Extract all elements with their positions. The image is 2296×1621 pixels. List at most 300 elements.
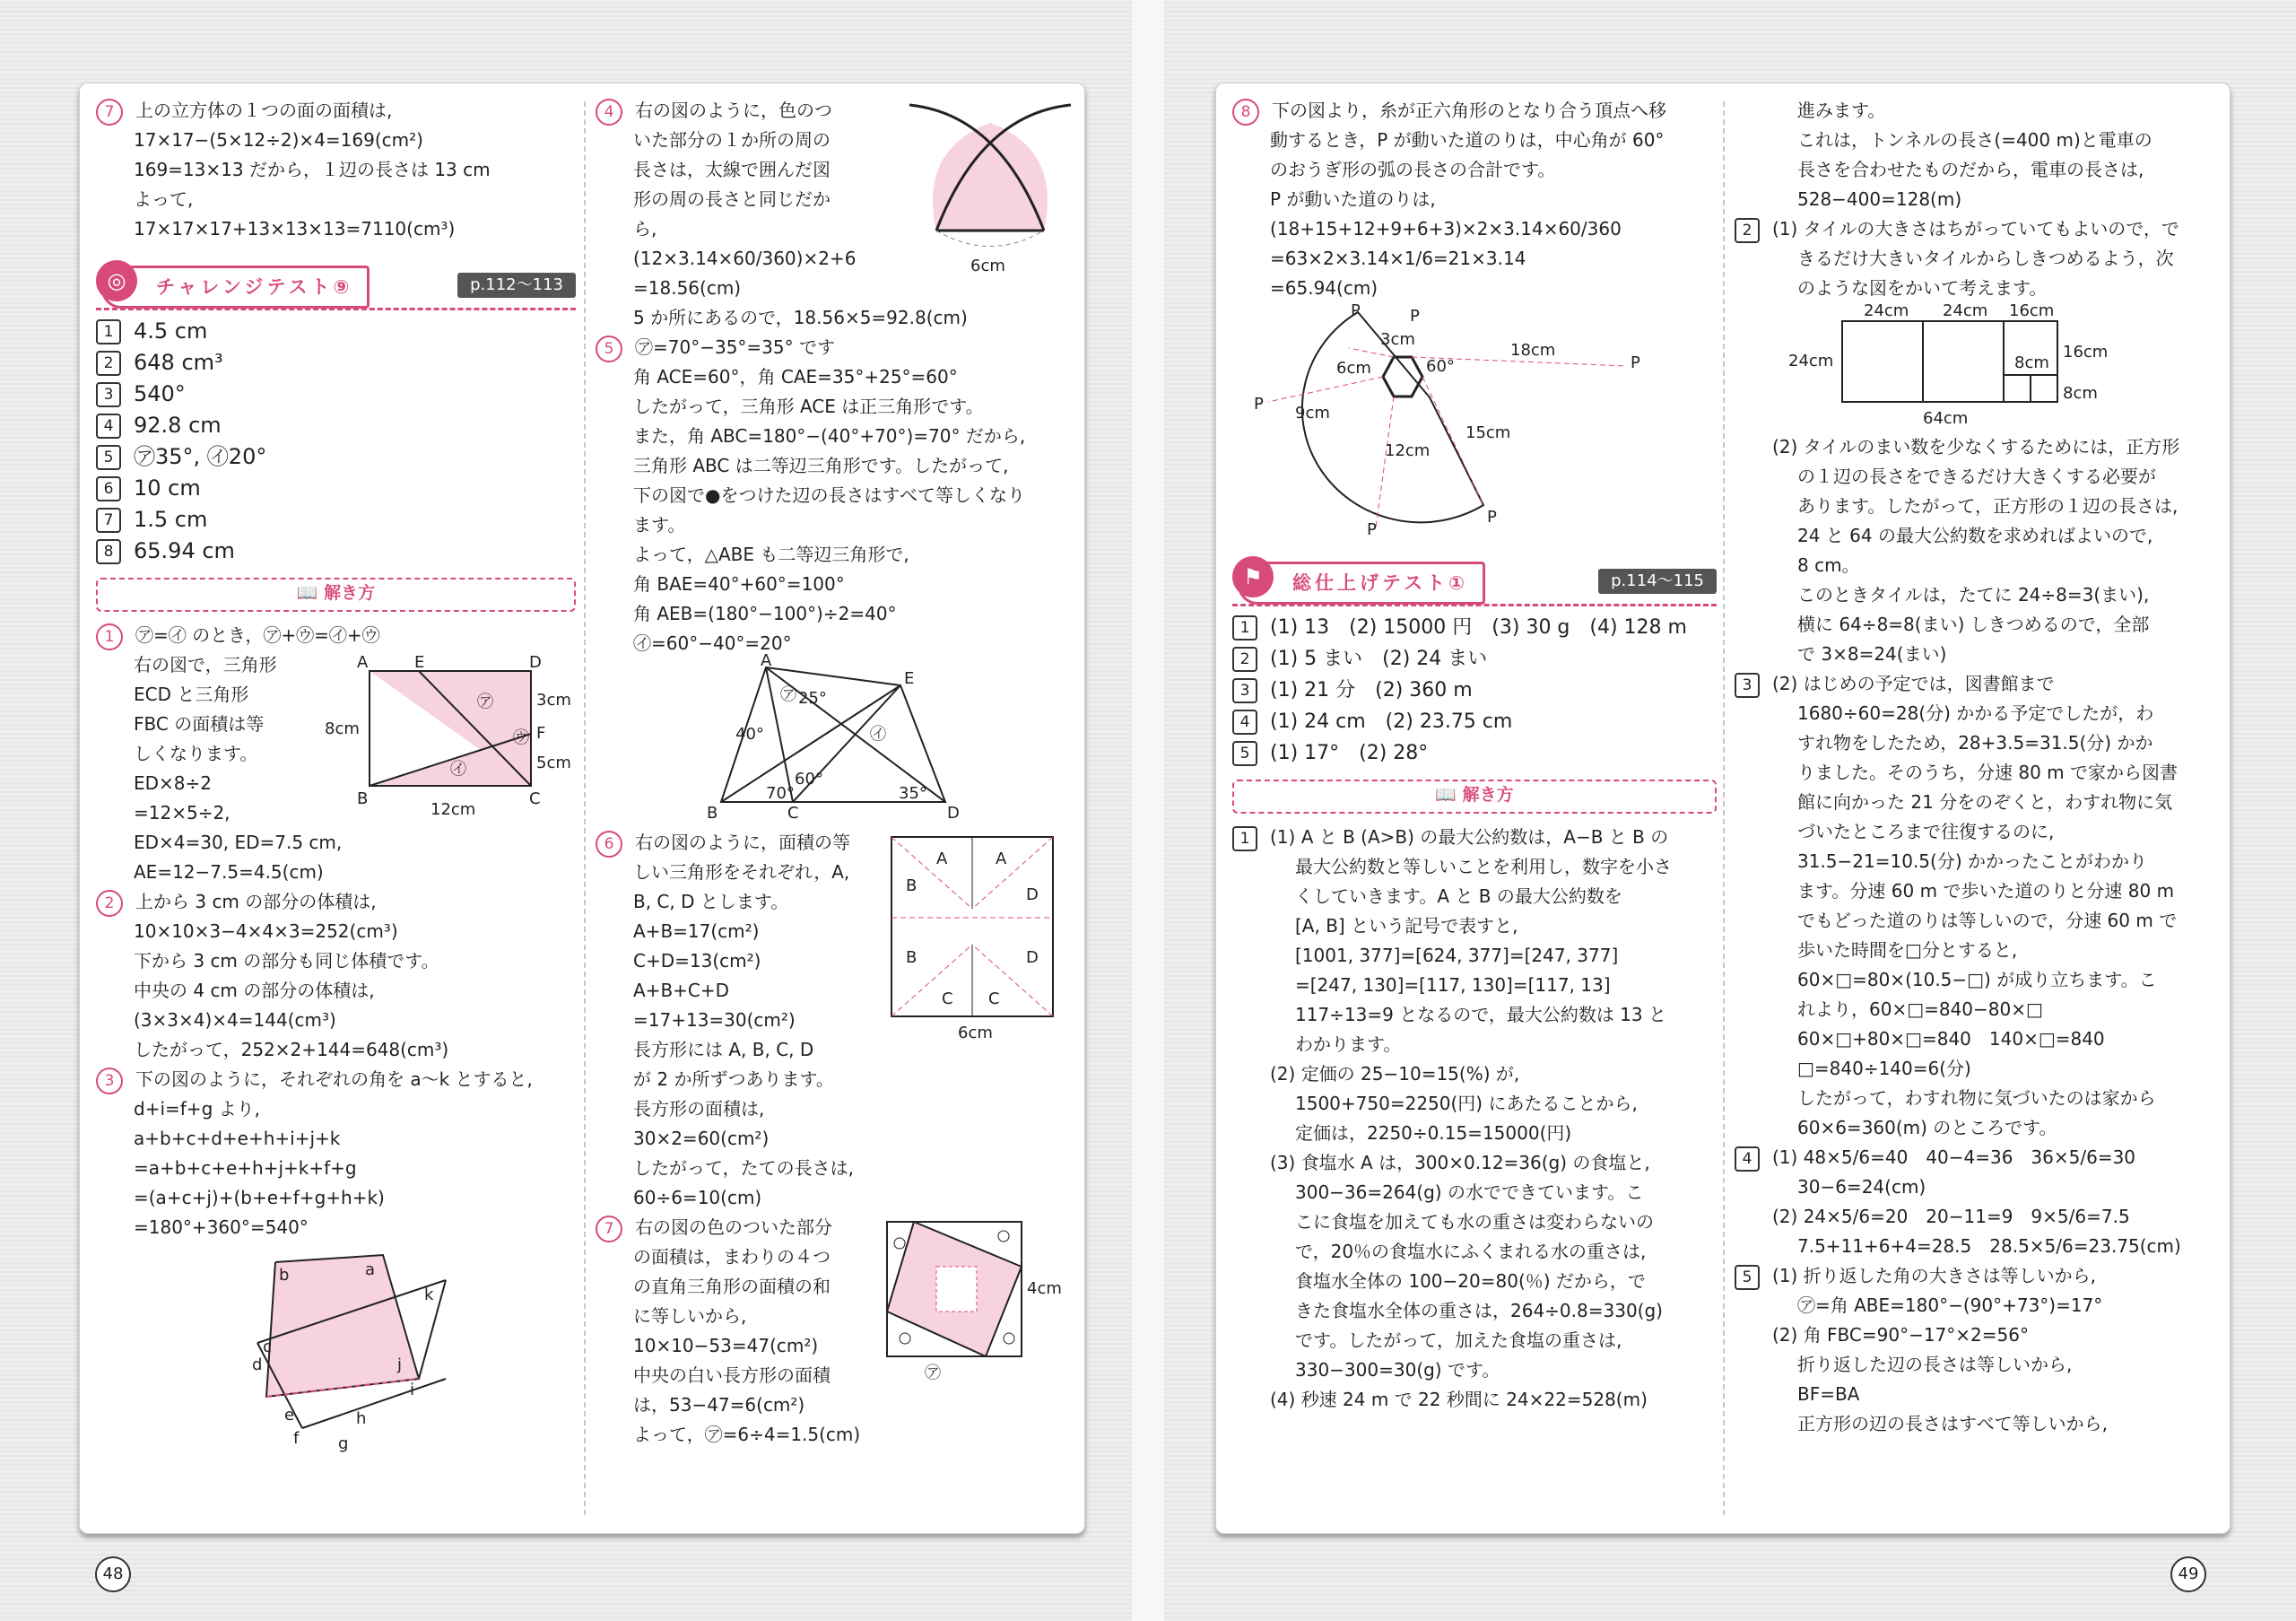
text-line: の面積は，まわりの４つ bbox=[633, 1246, 831, 1268]
text-line: 横に 64÷8=8(まい) しきつめるので，全部 bbox=[1797, 614, 2150, 635]
right-column-2 bbox=[1735, 96, 2219, 1439]
text-line: 下から 3 cm の部分も同じ体積です。 bbox=[134, 950, 439, 972]
problem-number: 4 bbox=[596, 99, 622, 126]
answer-value: 540° bbox=[134, 381, 186, 406]
text-line: に等しいから, bbox=[633, 1305, 747, 1327]
dashed-line bbox=[972, 837, 1053, 909]
text-line: AE=12−7.5=4.5(cm) bbox=[134, 861, 324, 883]
text-line: したがって，たての長さは, bbox=[633, 1157, 854, 1179]
continuation-block bbox=[1735, 96, 2219, 214]
answer-number: 1 bbox=[96, 319, 121, 344]
dashed-line bbox=[891, 945, 972, 1016]
circle-mark bbox=[1004, 1333, 1014, 1344]
text-line: d+i=f+g より, bbox=[134, 1098, 260, 1120]
text-line: 館に向かった 21 分をのぞくと，わすれ物に気 bbox=[1797, 791, 2173, 813]
text-line: 右の図のように，色のつ bbox=[635, 100, 832, 121]
label-p: P bbox=[1631, 353, 1640, 372]
problem-number: 3 bbox=[96, 1068, 123, 1094]
checkered-flag-icon: ⚑ bbox=[1232, 556, 1274, 597]
text-line: 1680÷60=28(分) かかる予定でしたが，わ bbox=[1797, 702, 2154, 724]
text-line: 定価は，2250÷0.15=15000(円) bbox=[1295, 1122, 1572, 1144]
label-angle-u: ㋒ bbox=[513, 728, 529, 747]
text-line: [1001, 377]=[624, 377]=[247, 377] bbox=[1295, 945, 1619, 966]
star-angles-figure bbox=[239, 1244, 473, 1451]
text-line: 下の図で●をつけた辺の長さはすべて等しくなり bbox=[633, 484, 1026, 506]
label-64cm: 64cm bbox=[1923, 409, 1969, 428]
text-line: です。したがって，加えた食塩の重さは, bbox=[1295, 1329, 1622, 1351]
text-line: (1) A と B (A>B) の最大公約数は，A−B と B の bbox=[1270, 826, 1669, 848]
text-line: ます。 bbox=[633, 514, 686, 536]
text-line: あります。したがって，正方形の１辺の長さは, bbox=[1797, 495, 2179, 517]
dashed-line bbox=[891, 837, 972, 909]
text-line: (4) 秒速 24 m で 22 秒間に 24×22=528(m) bbox=[1270, 1389, 1648, 1410]
text-line: FBC の面積は等 bbox=[134, 713, 265, 735]
text-line: 10×10−53=47(cm²) bbox=[633, 1335, 819, 1356]
problem-number: 2 bbox=[96, 890, 123, 917]
text-line: は，53−47=6(cm²) bbox=[633, 1394, 805, 1416]
problem-number: 8 bbox=[1232, 99, 1259, 126]
answer-number: 5 bbox=[1232, 741, 1257, 766]
section-title: チャレンジテスト⑨ bbox=[101, 266, 370, 309]
text-line: これは，トンネルの長さ(=400 m)と電車の bbox=[1797, 129, 2152, 151]
text-line: (3) 食塩水 A は，300×0.12=36(g) の食塩と, bbox=[1270, 1152, 1650, 1173]
text-line: 下の図より，糸が正六角形のとなり合う頂点へ移 bbox=[1272, 100, 1666, 121]
text-line: 17×17−(5×12÷2)×4=169(cm²) bbox=[134, 129, 423, 151]
left-column-1 bbox=[96, 96, 576, 1453]
label-angle-i: ㋑ bbox=[450, 760, 466, 779]
label-35: 35° bbox=[899, 784, 927, 803]
text-line: 右の図の色のついた部分 bbox=[635, 1216, 832, 1238]
label-12cm: 12cm bbox=[1385, 441, 1431, 460]
answer-number: 5 bbox=[96, 445, 121, 470]
label-15cm: 15cm bbox=[1465, 423, 1511, 442]
label-angle-a: ㋐ bbox=[925, 1364, 941, 1382]
label-angle-i: ㋑ bbox=[870, 725, 886, 744]
text-line: の１辺の長さをできるだけ大きくする必要が bbox=[1797, 466, 2156, 487]
text-line: 528−400=128(m) bbox=[1797, 188, 1962, 210]
text-line: こに食塩を加えても水の重さは変わらないの bbox=[1295, 1211, 1654, 1233]
label-c: C bbox=[787, 804, 799, 823]
text-line: 169=13×13 だから，１辺の長さは 13 cm bbox=[134, 159, 491, 180]
label-70: 70° bbox=[766, 784, 795, 803]
text-line: すれ物をしたため，28+3.5=31.5(分) かか bbox=[1797, 732, 2153, 754]
label-a2: A bbox=[996, 850, 1007, 868]
text-line: ら, bbox=[633, 218, 657, 240]
dashed-line bbox=[972, 945, 1053, 1016]
answer-number: 2 bbox=[96, 351, 121, 376]
text-line: ます。分速 60 m で歩いた道のりと分速 80 m bbox=[1797, 880, 2175, 902]
text-line: よって, bbox=[134, 188, 194, 210]
text-line: わかります。 bbox=[1295, 1033, 1402, 1055]
label-e: E bbox=[904, 669, 915, 688]
label-f: f bbox=[293, 1429, 300, 1448]
text-line: 60÷6=10(cm) bbox=[633, 1187, 762, 1208]
answer-number: 2 bbox=[1232, 647, 1257, 672]
text-line: で 3×8=24(まい) bbox=[1797, 643, 1947, 665]
white-rectangle bbox=[936, 1267, 977, 1312]
text-line: で，20％の食塩水にふくまれる水の重さは, bbox=[1295, 1241, 1647, 1262]
problem-number: 1 bbox=[96, 623, 123, 650]
text-line: (1) 48×5/6=40 40−4=36 36×5/6=30 bbox=[1772, 1146, 2136, 1168]
answer-number: 6 bbox=[96, 476, 121, 501]
label-c: C bbox=[942, 989, 953, 1008]
text-line: 上から 3 cm の部分の体積は, bbox=[135, 891, 377, 912]
label-16cm: 16cm bbox=[2063, 343, 2109, 362]
howto-heading: 📖 解き方 bbox=[1232, 780, 1717, 814]
dashed-radius bbox=[1268, 377, 1383, 402]
label-9cm: 9cm bbox=[1295, 404, 1330, 423]
text-line: =a+b+c+e+h+j+k+f+g bbox=[134, 1157, 357, 1179]
text-line: よって，㋐=6÷4=1.5(cm) bbox=[633, 1424, 861, 1445]
label-c2: C bbox=[988, 989, 1000, 1008]
solution-7-block bbox=[596, 1213, 1075, 1450]
label-6cm: 6cm bbox=[1336, 359, 1371, 378]
text-line: の直角三角形の面積の和 bbox=[633, 1276, 831, 1297]
text-line: 長方形には A, B, C, D bbox=[633, 1039, 814, 1060]
text-line: 歩いた時間を□分とすると, bbox=[1797, 939, 2018, 961]
problem-number: 5 bbox=[596, 336, 622, 362]
text-line: 角 BAE=40°+60°=100° bbox=[633, 573, 845, 595]
text-line: ㋑=60°−40°=20° bbox=[633, 632, 792, 654]
rectangle-abcd-areas-figure bbox=[883, 828, 1062, 1043]
text-line: 117÷13=9 となるので，最大公約数は 13 と bbox=[1295, 1004, 1666, 1025]
answer-value: 1.5 cm bbox=[134, 507, 208, 532]
label-f: F bbox=[536, 724, 546, 743]
answer-number: 3 bbox=[1232, 678, 1257, 703]
text-line: 5 か所にあるので，18.56×5=92.8(cm) bbox=[633, 307, 968, 328]
label-c: C bbox=[529, 789, 541, 808]
dimension-arc bbox=[936, 231, 1044, 247]
circle-mark bbox=[894, 1238, 905, 1249]
text-line: (2) はじめの予定では，図書館まで bbox=[1772, 673, 2055, 694]
label-i: i bbox=[410, 1381, 415, 1399]
page-range-badge: p.112〜113 bbox=[457, 273, 576, 298]
dashed-radius bbox=[1349, 348, 1394, 357]
right-answer-card bbox=[1215, 83, 2231, 1534]
dashed-radius bbox=[1376, 397, 1394, 527]
text-line: 30−6=24(cm) bbox=[1797, 1176, 1926, 1198]
answer-value: (1) 13 (2) 15000 円 (3) 30 g (4) 128 m bbox=[1270, 616, 1687, 639]
label-d: d bbox=[252, 1355, 263, 1374]
text-line: =18.56(cm) bbox=[633, 277, 742, 299]
text-line: しくなります。 bbox=[134, 743, 258, 764]
text-line: =[247, 130]=[117, 130]=[117, 13] bbox=[1295, 974, 1611, 996]
page-number-left: 48 bbox=[95, 1556, 131, 1592]
text-line: 7.5+11+6+4=28.5 28.5×5/6=23.75(cm) bbox=[1797, 1235, 2181, 1257]
text-line: このときタイルは，たてに 24÷8=3(まい), bbox=[1797, 584, 2150, 606]
text-line: a+b+c+d+e+h+i+j+k bbox=[134, 1128, 341, 1149]
label-25: 25° bbox=[798, 689, 827, 708]
text-line: 下の図のように，それぞれの角を a〜k とすると, bbox=[135, 1068, 533, 1090]
final-test-banner bbox=[1232, 556, 1717, 606]
answer-value: 10 cm bbox=[134, 475, 201, 501]
text-line: ㋐=角 ABE=180°−(90°+73°)=17° bbox=[1797, 1294, 2103, 1316]
text-line: したがって，三角形 ACE は正三角形です。 bbox=[633, 396, 984, 417]
answer-value: (1) 21 分 (2) 360 m bbox=[1270, 679, 1473, 702]
problem-number: 5 bbox=[1735, 1265, 1760, 1290]
howto-label: 解き方 bbox=[324, 583, 376, 603]
label-a: a bbox=[365, 1260, 376, 1279]
label-e: E bbox=[414, 653, 425, 672]
text-line: BF=BA bbox=[1797, 1383, 1860, 1405]
text-line: 長さは，太線で囲んだ図 bbox=[633, 159, 831, 180]
text-line: 1500+750=2250(円) にあたることから, bbox=[1295, 1093, 1638, 1114]
text-line: ED×8÷2 bbox=[134, 772, 213, 794]
book-gutter bbox=[1132, 0, 1164, 1621]
text-line: したがって，252×2+144=648(cm³) bbox=[134, 1039, 449, 1060]
label-6cm: 6cm bbox=[958, 1024, 993, 1042]
text-line: (2) 定価の 25−10=15(%) が, bbox=[1270, 1063, 1520, 1085]
label-h: h bbox=[356, 1409, 367, 1428]
answer-number: 3 bbox=[96, 382, 121, 407]
howto-label: 解き方 bbox=[1462, 785, 1514, 805]
problem-number: 3 bbox=[1735, 673, 1760, 698]
text-line: 右の図で，三角形 bbox=[134, 654, 277, 675]
label-angle-a: ㋐ bbox=[477, 693, 493, 711]
text-line: 折り返した辺の長さは等しいから, bbox=[1797, 1354, 2073, 1375]
text-line: 30×2=60(cm²) bbox=[633, 1128, 770, 1149]
answer-value: 648 cm³ bbox=[134, 350, 223, 375]
label-c: c bbox=[263, 1338, 272, 1356]
text-line: (1) タイルの大きさはちがっていてもよいので，で bbox=[1772, 218, 2179, 240]
text-line: =17+13=30(cm²) bbox=[633, 1009, 796, 1031]
text-line: □=840÷140=6(分) bbox=[1797, 1058, 1971, 1079]
rectangle-abcd-figure bbox=[325, 653, 571, 824]
text-line: また，角 ABC=180°−(40°+70°)=70° だから, bbox=[633, 425, 1026, 447]
solution-5-block bbox=[596, 333, 1075, 828]
text-line: P が動いた道のりは, bbox=[1270, 188, 1436, 210]
label-24cm: 24cm bbox=[1788, 352, 1834, 370]
label-60deg: 60° bbox=[1426, 357, 1455, 376]
answer-number: 8 bbox=[96, 539, 121, 564]
label-g: g bbox=[338, 1434, 349, 1453]
problem-number: 6 bbox=[596, 831, 622, 858]
label-p: P bbox=[1410, 307, 1420, 326]
answer-value: (1) 17° (2) 28° bbox=[1270, 742, 1429, 764]
label-6cm: 6cm bbox=[970, 257, 1005, 275]
label-b: B bbox=[906, 876, 918, 895]
text-line: A+B=17(cm²) bbox=[633, 920, 760, 942]
text-line: 60×□=80×(10.5−□) が成り立ちます。こ bbox=[1797, 969, 2157, 990]
text-line: (2) 24×5/6=20 20−11=9 9×5/6=7.5 bbox=[1772, 1206, 2130, 1227]
text-line: したがって，わすれ物に気づいたのは家から bbox=[1797, 1087, 2156, 1109]
label-24cm: 24cm bbox=[1943, 301, 1988, 320]
label-8cm: 8cm bbox=[2063, 384, 2098, 403]
circle-mark bbox=[900, 1333, 910, 1344]
solution-6-block bbox=[596, 828, 1075, 1213]
label-8cm: 8cm bbox=[2014, 353, 2049, 372]
answer-number: 1 bbox=[1232, 615, 1257, 641]
text-line: 300−36=264(g) の水でできています。こ bbox=[1295, 1181, 1644, 1203]
text-line: 食塩水全体の 100−20=80(％) だから，で bbox=[1295, 1270, 1646, 1292]
label-3cm: 3cm bbox=[536, 691, 571, 710]
text-line: (3×3×4)×4=144(cm³) bbox=[134, 1009, 336, 1031]
text-line: =12×5÷2, bbox=[134, 802, 230, 824]
label-b: b bbox=[279, 1266, 290, 1285]
solution-4-block bbox=[1735, 1143, 2219, 1261]
text-line: 10×10×3−4×4×3=252(cm³) bbox=[134, 920, 398, 942]
label-k: k bbox=[424, 1285, 434, 1304]
answer-value: 92.8 cm bbox=[134, 413, 222, 438]
text-line: 中央の白い長方形の面積 bbox=[633, 1364, 831, 1386]
text-line: A+B+C+D bbox=[633, 980, 730, 1001]
label-b: B bbox=[357, 789, 369, 808]
problem-number: 4 bbox=[1735, 1146, 1760, 1172]
label-16cm: 16cm bbox=[2009, 301, 2055, 320]
label-40: 40° bbox=[735, 725, 764, 744]
howto-heading: 📖 解き方 bbox=[96, 578, 576, 612]
label-e: e bbox=[284, 1406, 295, 1425]
label-5cm: 5cm bbox=[536, 754, 571, 772]
answer-number: 4 bbox=[96, 414, 121, 439]
problem-number: 7 bbox=[596, 1216, 622, 1242]
label-b: B bbox=[707, 804, 718, 823]
label-8cm: 8cm bbox=[325, 719, 360, 738]
answer-value: 65.94 cm bbox=[134, 538, 235, 563]
solution-1-block bbox=[1232, 823, 1717, 1415]
text-line: (2) 角 FBC=90°−17°×2=56° bbox=[1772, 1324, 2029, 1346]
label-b2: B bbox=[906, 948, 918, 967]
text-line: りました。そのうち，分速 80 m で家から図書 bbox=[1797, 762, 2179, 783]
text-line: 角 AEB=(180°−100°)÷2=40° bbox=[633, 603, 897, 624]
text-line: のような図をかいて考えます。 bbox=[1797, 277, 2048, 299]
solution-1-block bbox=[96, 621, 576, 887]
label-d2: D bbox=[1026, 948, 1039, 967]
problem-number: 2 bbox=[1735, 218, 1760, 243]
right-column-1 bbox=[1232, 96, 1717, 1415]
text-line: が 2 か所ずつあります。 bbox=[633, 1068, 834, 1090]
left-column-2 bbox=[596, 96, 1075, 1450]
label-12cm: 12cm bbox=[430, 800, 476, 819]
text-line: 8 cm。 bbox=[1797, 554, 1860, 576]
answer-value: ㋐35°, ㋑20° bbox=[134, 444, 267, 469]
text-line: いた部分の１か所の周の bbox=[633, 129, 831, 151]
text-line: 60×□+80×□=840 140×□=840 bbox=[1797, 1028, 2105, 1050]
hexagon bbox=[1383, 357, 1422, 397]
text-line: 上の立方体の１つの面の面積は, bbox=[135, 100, 393, 121]
shaded-region bbox=[266, 1255, 419, 1397]
text-line: =63×2×3.14×1/6=21×3.14 bbox=[1270, 248, 1526, 269]
text-line: づいたところまで往復するのに, bbox=[1797, 821, 2055, 842]
text-line: B, C, D とします。 bbox=[633, 891, 789, 912]
text-line: 三角形 ABC は二等辺三角形です。したがって, bbox=[633, 455, 1009, 476]
column-divider bbox=[1723, 101, 1725, 1515]
answer-number: 7 bbox=[96, 508, 121, 533]
text-line: ECD と三角形 bbox=[134, 684, 249, 705]
answer-list bbox=[96, 316, 576, 567]
text-line: (2) タイルのまい数を少なくするためには，正方形 bbox=[1772, 436, 2180, 458]
text-line: 角 ACE=60°，角 CAE=35°+25°=60° bbox=[633, 366, 958, 388]
text-line: 最大公約数と等しいことを利用し，数字を小さ bbox=[1295, 856, 1672, 877]
label-d: D bbox=[529, 653, 542, 672]
text-line: =(a+c+j)+(b+e+f+g+h+k) bbox=[134, 1187, 385, 1208]
arcs-figure bbox=[900, 96, 1071, 275]
text-line: しい三角形をそれぞれ，A, bbox=[633, 861, 850, 883]
label-p: P bbox=[1254, 395, 1264, 414]
dashed-rule bbox=[96, 308, 576, 310]
page-range-badge: p.114〜115 bbox=[1598, 569, 1717, 594]
answer-value: 4.5 cm bbox=[134, 318, 208, 344]
column-divider bbox=[584, 101, 586, 1515]
text-line: 右の図のように，面積の等 bbox=[635, 832, 850, 853]
shaded-region bbox=[933, 123, 1048, 231]
triangle-abcde-figure bbox=[694, 651, 990, 824]
solution-2-block bbox=[1735, 214, 2219, 669]
label-24cm: 24cm bbox=[1864, 301, 1909, 320]
label-d: D bbox=[1026, 885, 1039, 904]
dashed-rule bbox=[1232, 604, 1717, 606]
answer-list bbox=[1232, 612, 1717, 769]
answer-value: (1) 5 まい (2) 24 まい bbox=[1270, 648, 1488, 670]
label-4cm: 4cm bbox=[1027, 1279, 1062, 1298]
text-line: [A, B] という記号で表すと, bbox=[1295, 915, 1518, 937]
label-p: P bbox=[1367, 520, 1377, 539]
answer-value: (1) 24 cm (2) 23.75 cm bbox=[1270, 710, 1513, 733]
solution-5-block bbox=[1735, 1261, 2219, 1439]
text-line: 中央の 4 cm の部分の体積は, bbox=[134, 980, 375, 1001]
text-line: 長さを合わせたものだから，電車の長さは, bbox=[1797, 159, 2144, 180]
text-line: ㋐=㋑ のとき，㋐+㋒=㋑+㋒ bbox=[135, 624, 380, 646]
problem-number: 1 bbox=[1232, 826, 1257, 851]
label-p: P bbox=[1351, 301, 1361, 320]
label-j: j bbox=[397, 1355, 403, 1374]
text-line: C+D=13(cm²) bbox=[633, 950, 761, 972]
text-line: 24 と 64 の最大公約数を求めればよいので, bbox=[1797, 525, 2153, 546]
text-line: 60×6=360(m) のところです。 bbox=[1797, 1117, 2057, 1138]
tile-layout-figure bbox=[1788, 303, 2165, 429]
solution-3-block bbox=[96, 1065, 576, 1453]
text-line: 正方形の辺の長さはすべて等しいから, bbox=[1797, 1413, 2108, 1434]
label-a: A bbox=[357, 653, 369, 672]
text-line: でもどった道のりは等しいので，分速 60 m で bbox=[1797, 910, 2178, 931]
text-line: れより，60×□=840−80×□ bbox=[1797, 998, 2043, 1020]
text-line: 330−300=30(g) です。 bbox=[1295, 1359, 1500, 1381]
text-line: のおうぎ形の弧の長さの合計です。 bbox=[1270, 159, 1556, 180]
text-line: よって，△ABE も二等辺三角形で, bbox=[633, 544, 909, 565]
text-line: きるだけ大きいタイルからしきつめるよう，次 bbox=[1797, 248, 2174, 269]
section-title: 総仕上げテスト① bbox=[1238, 562, 1485, 605]
label-18cm: 18cm bbox=[1510, 341, 1556, 360]
label-3cm: 3cm bbox=[1380, 330, 1415, 349]
answer-number: 4 bbox=[1232, 710, 1257, 735]
text-line: (18+15+12+9+6+3)×2×3.14×60/360 bbox=[1270, 218, 1622, 240]
label-a: A bbox=[936, 850, 948, 868]
label-d: D bbox=[947, 804, 960, 823]
solution-2-block bbox=[96, 887, 576, 1065]
label-60: 60° bbox=[795, 770, 823, 789]
text-line: (1) 折り返した角の大きさは等しいから, bbox=[1772, 1265, 2097, 1286]
question-7-block bbox=[96, 96, 576, 244]
label-a: A bbox=[761, 651, 772, 670]
target-icon: ◎ bbox=[96, 260, 137, 301]
hexagon-spiral-figure bbox=[1250, 301, 1699, 539]
question-8-block bbox=[1232, 96, 1717, 303]
text-line: =180°+360°=540° bbox=[134, 1216, 309, 1238]
text-line: くしていきます。A と B の最大公約数を bbox=[1295, 885, 1622, 907]
solution-4-block bbox=[596, 96, 1075, 333]
problem-number: 7 bbox=[96, 99, 123, 126]
circle-mark bbox=[998, 1231, 1009, 1242]
text-line: 形の周の長さと同じだか bbox=[633, 188, 831, 210]
text-line: 動するとき，P が動いた道のりは，中心角が 60° bbox=[1270, 129, 1665, 151]
page-number-right: 49 bbox=[2170, 1556, 2206, 1592]
square-tilt-figure bbox=[878, 1213, 1066, 1392]
text-line: 17×17×17+13×13×13=7110(cm³) bbox=[134, 218, 456, 240]
text-line: ED×4=30, ED=7.5 cm, bbox=[134, 832, 343, 853]
text-line: 進みます。 bbox=[1797, 100, 1886, 121]
label-p: P bbox=[1487, 508, 1497, 527]
left-answer-card bbox=[79, 83, 1085, 1534]
